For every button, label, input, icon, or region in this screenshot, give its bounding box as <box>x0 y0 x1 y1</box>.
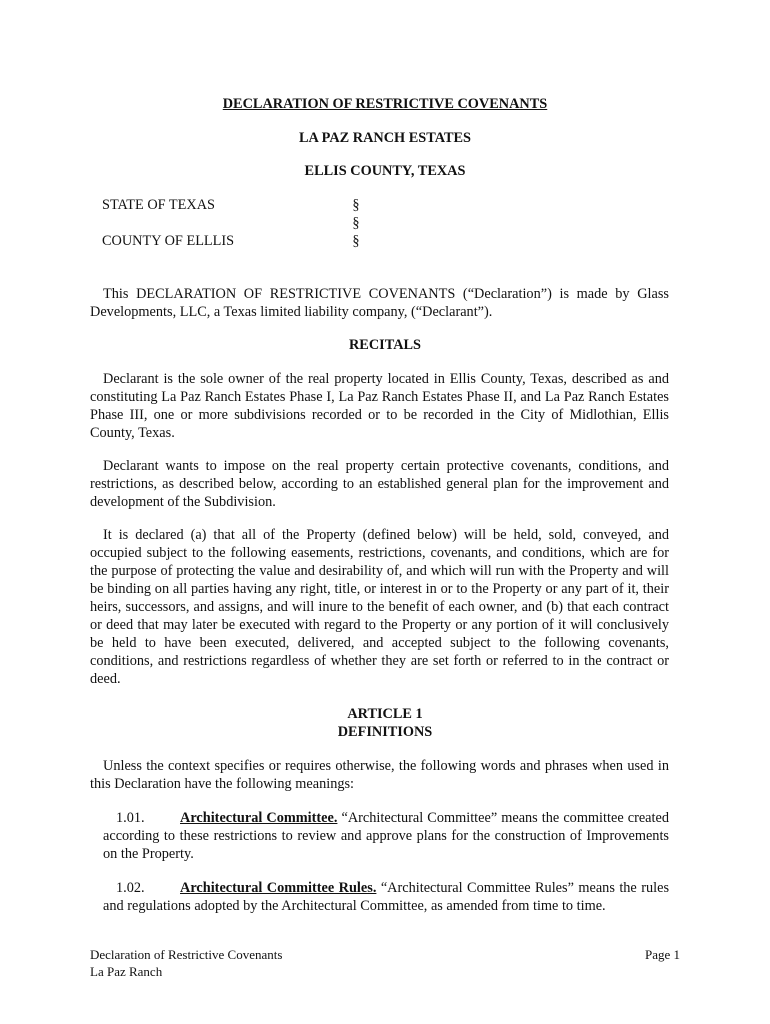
section-mark: § <box>352 197 360 213</box>
state-label: STATE OF TEXAS <box>102 197 215 213</box>
recital-paragraph: Declarant is the sole owner of the real property located in Ellis County, Texas, described as and constituting La Paz Ranch Estates Phase I, La Paz Ranch Estates Phase II, and La Paz Ranch Estates Phase III, one or more subdivisions recorded or to be recorded in the City of Midlothian, Ellis County, Texas. <box>90 371 669 441</box>
definition-text: “Architectural Committee Rules” means the rules and regulations adopted by the Architectural Committee, as amended from time to time. <box>103 880 670 914</box>
document-title: DECLARATION OF RESTRICTIVE COVENANTS <box>222 96 548 112</box>
article-heading: DEFINITIONS <box>337 724 433 740</box>
county-label: COUNTY OF ELLLIS <box>102 233 235 249</box>
definition-text: “Architectural Committee” means the committee created according to these restrictions to review and approve plans for the construction of Improvements on the Property. <box>103 810 669 862</box>
intro-paragraph: This DECLARATION OF RESTRICTIVE COVENANTS (“Declaration”) is made by Glass Developments, LLC, a Texas limited liability company, (“Declarant”). <box>90 286 669 320</box>
definitions-intro: Unless the context specifies or requires otherwise, the following words and phrases when used in this Declaration have the following meanings: <box>90 758 669 792</box>
document-subtitle: LA PAZ RANCH ESTATES <box>299 130 471 146</box>
article-number: ARTICLE 1 <box>347 706 423 722</box>
definition-term: Architectural Committee. <box>180 810 338 826</box>
county-heading: ELLIS COUNTY, TEXAS <box>304 163 466 179</box>
section-mark: § <box>352 215 360 231</box>
footer-project-name: La Paz Ranch <box>90 964 163 979</box>
section-mark: § <box>352 233 360 249</box>
definition-number: 1.01. <box>116 810 145 826</box>
recital-paragraph: It is declared (a) that all of the Property (defined below) will be held, sold, conveyed, and occupied subject to the following easements, restrictions, covenants, and conditions, which are for the purpose of protecting the value and desirability of, and which will run with the Property and will be binding on all parties having any right, title, or interest in or to the Property or any part of it, their heirs, successors, and assigns, and will inure to the benefit of each owner, and (b) that each contract or deed that may later be executed with regard to the Property or any portion of it will conclusively be held to have been executed, delivered, and accepted subject to the following covenants, conditions, and restrictions regardless of whether they are set forth or referred to in the contract or deed. <box>90 527 669 687</box>
recitals-heading: RECITALS <box>348 337 422 353</box>
definition-term: Architectural Committee Rules. <box>180 880 377 896</box>
page-number: Page 1 <box>644 947 680 962</box>
footer-document-name: Declaration of Restrictive Covenants <box>90 947 283 962</box>
definition-number: 1.02. <box>116 880 145 896</box>
recital-paragraph: Declarant wants to impose on the real property certain protective covenants, conditions, and restrictions, as described below, according to an established general plan for the improvement and development of the Subdivision. <box>90 458 669 510</box>
definition-item <box>103 809 669 863</box>
definition-item <box>103 879 669 915</box>
